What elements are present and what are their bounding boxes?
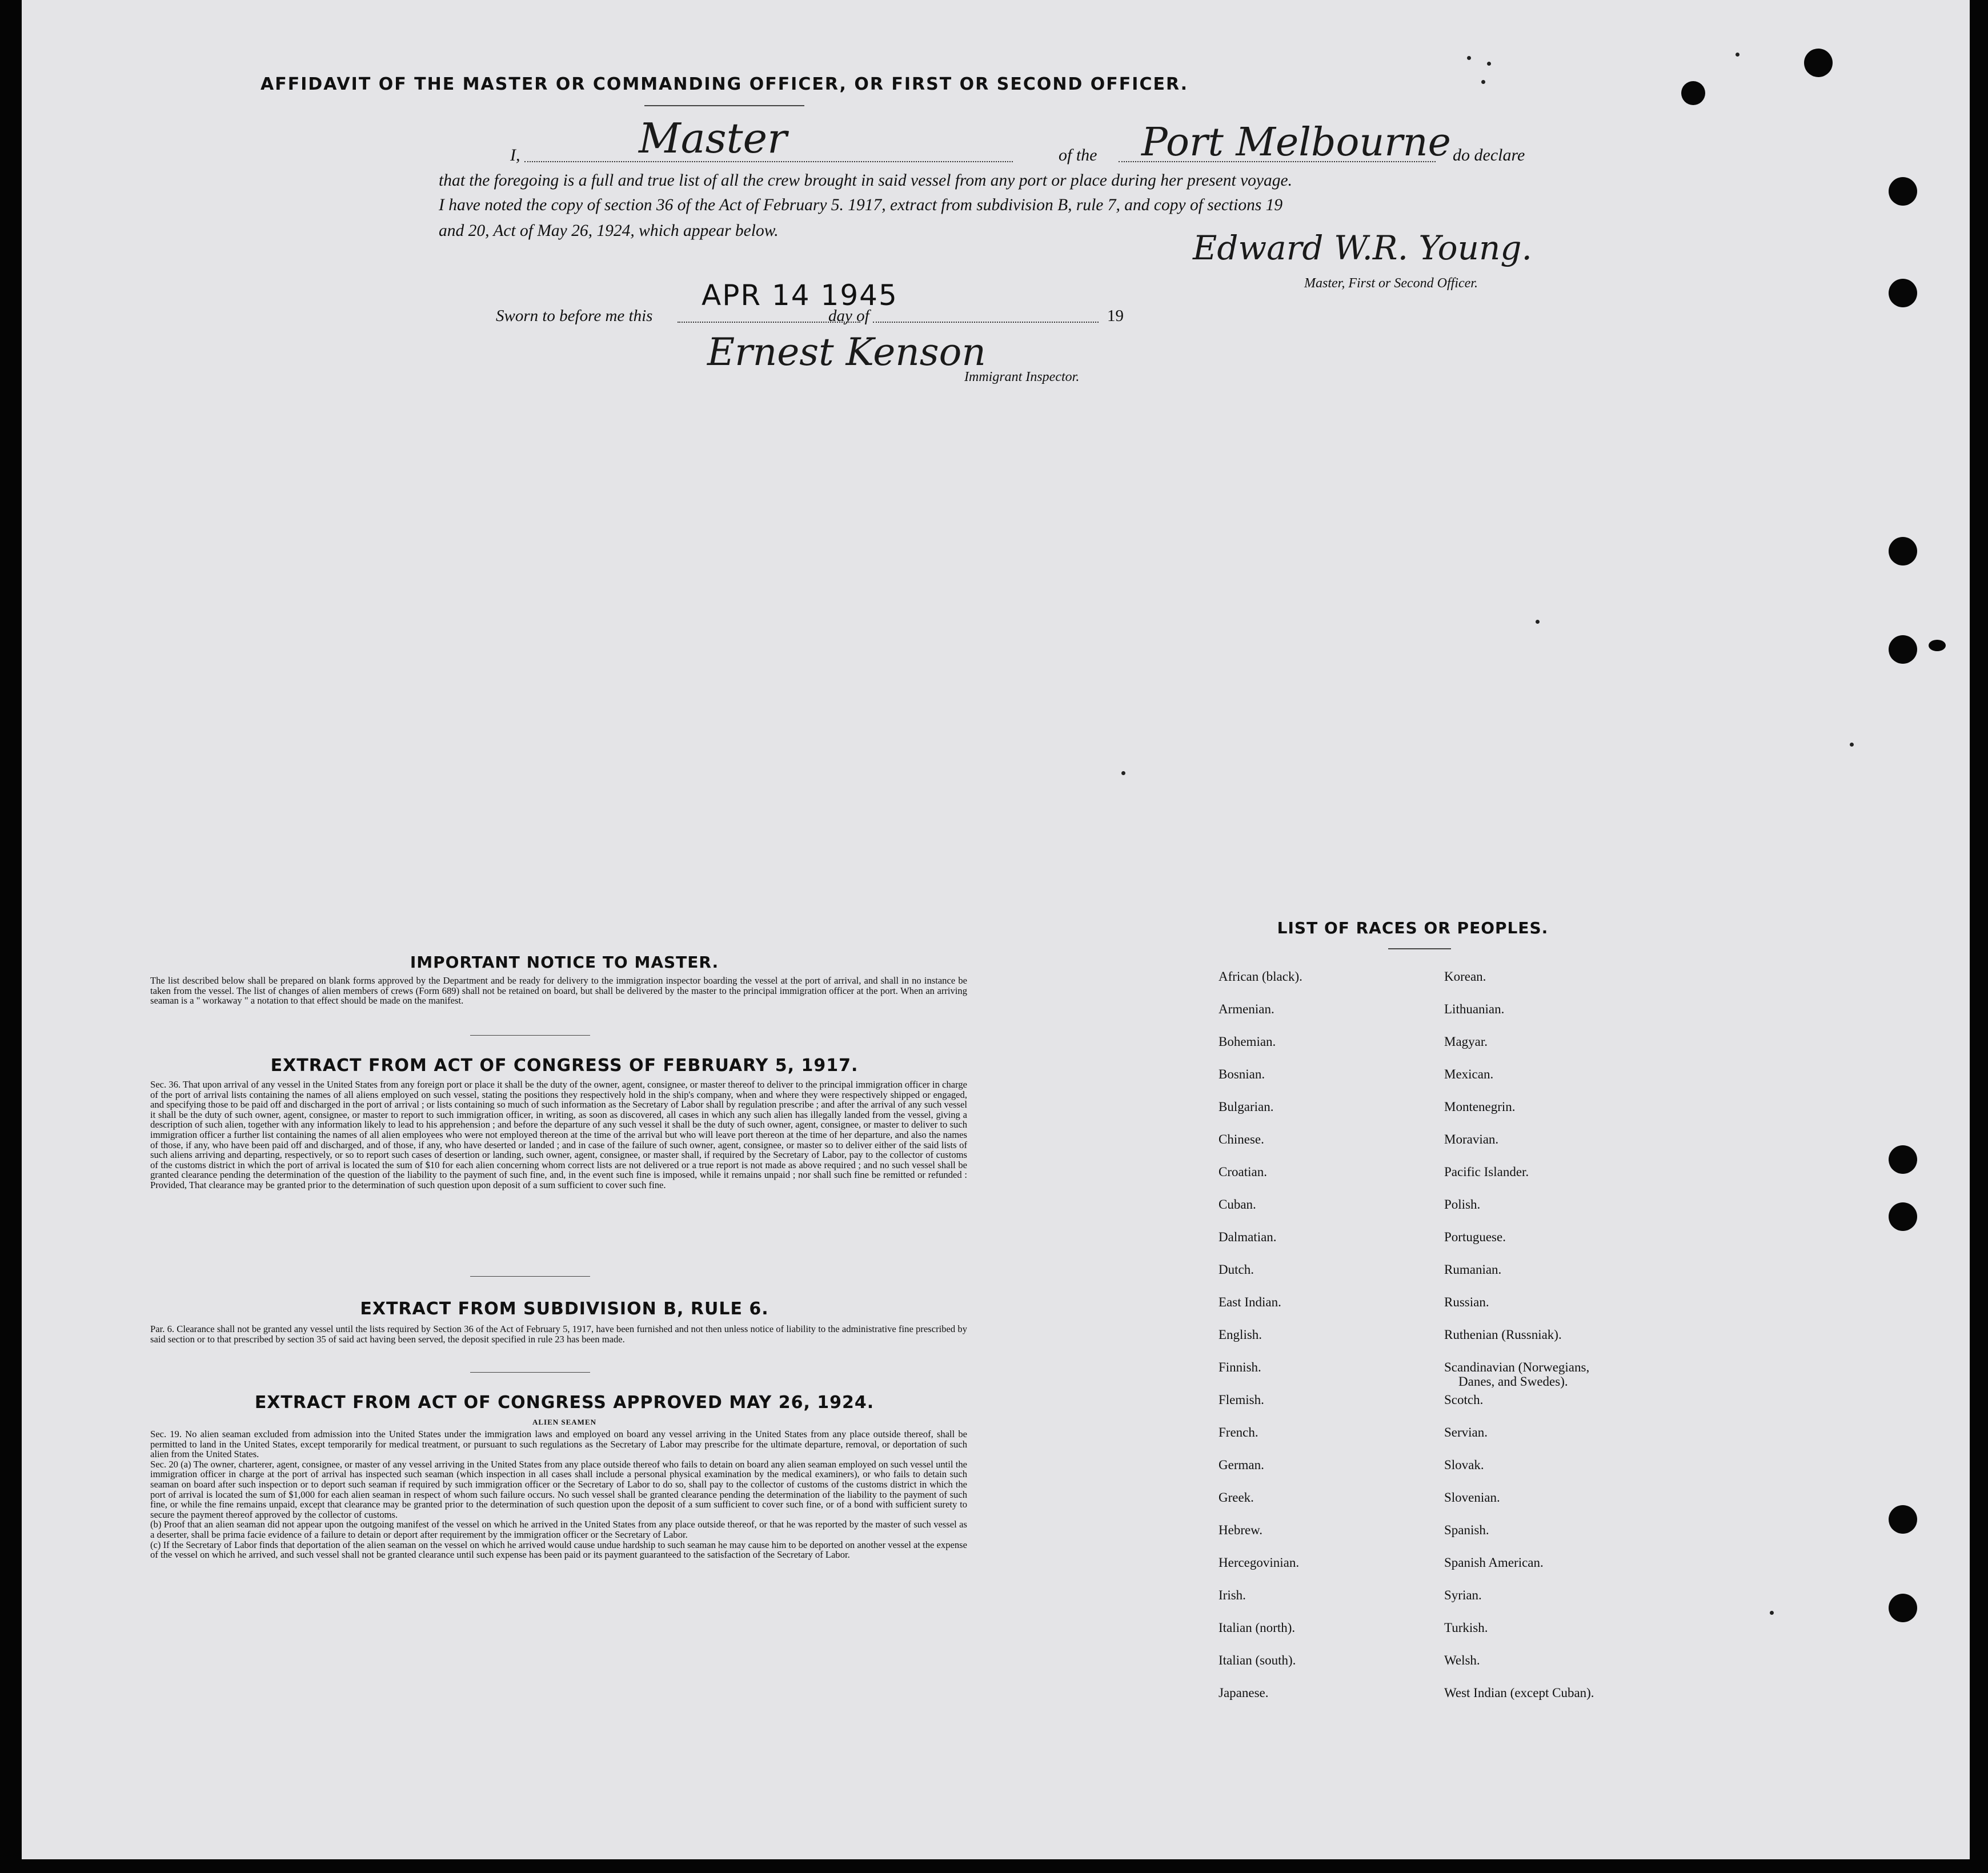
affidavit-post: do declare xyxy=(1453,146,1525,165)
sworn-mid: day of xyxy=(828,307,869,325)
punch-hole xyxy=(1889,537,1917,565)
race-item: Italian (north). xyxy=(1219,1621,1296,1635)
extract-1917-title: EXTRACT FROM ACT OF CONGRESS OF FEBRUARY 5, 1917. xyxy=(270,1056,859,1076)
document-page xyxy=(22,0,1970,1859)
race-item: Rumanian. xyxy=(1444,1262,1502,1277)
alien-seamen-subhead: ALIEN SEAMEN xyxy=(532,1418,597,1426)
extract-rule6-text xyxy=(150,1324,967,1344)
speck xyxy=(1487,62,1491,66)
punch-hole xyxy=(1804,49,1833,77)
race-item: English. xyxy=(1219,1327,1262,1342)
extract-1917-text xyxy=(150,1080,967,1190)
race-item: Mexican. xyxy=(1444,1067,1494,1081)
race-item: Portuguese. xyxy=(1444,1230,1506,1244)
punch-hole xyxy=(1681,81,1705,105)
race-item-multiline xyxy=(1444,1360,1594,1393)
punch-hole xyxy=(1929,640,1946,651)
section-rule xyxy=(470,1372,590,1373)
race-item: Russian. xyxy=(1444,1295,1489,1309)
race-item: Welsh. xyxy=(1444,1653,1480,1667)
punch-hole xyxy=(1889,1145,1917,1174)
race-item: Cuban. xyxy=(1219,1197,1256,1212)
race-item: Dutch. xyxy=(1219,1262,1254,1277)
speck xyxy=(1481,80,1485,84)
race-item: Montenegrin. xyxy=(1444,1100,1516,1114)
speck xyxy=(1121,771,1125,775)
punch-hole xyxy=(1889,279,1917,307)
races-title: LIST OF RACES OR PEOPLES. xyxy=(1277,919,1549,937)
race-item: Irish. xyxy=(1219,1588,1246,1602)
race-item: Polish. xyxy=(1444,1197,1481,1212)
race-item: Turkish. xyxy=(1444,1621,1488,1635)
race-item: Greek. xyxy=(1219,1490,1254,1505)
races-right-column xyxy=(1444,969,1594,1718)
title-rule xyxy=(644,105,804,106)
punch-hole xyxy=(1889,635,1917,664)
race-item: Spanish. xyxy=(1444,1523,1489,1537)
race-item-continuation: Danes, and Swedes). xyxy=(1458,1374,1568,1389)
master-signature: Edward W.R. Young. xyxy=(1193,228,1532,267)
race-item: Slovak. xyxy=(1444,1458,1484,1472)
race-item: East Indian. xyxy=(1219,1295,1281,1309)
race-item: Hebrew. xyxy=(1219,1523,1263,1537)
extract-1924-title: EXTRACT FROM ACT OF CONGRESS APPROVED MAY 26, 1924. xyxy=(254,1393,875,1413)
race-item: West Indian (except Cuban). xyxy=(1444,1686,1594,1700)
race-item: Bohemian. xyxy=(1219,1034,1276,1049)
notice-paragraph: The list described below shall be prepared on blank forms approved by the Department and be ready for delivery to the immigration inspector boarding the vessel at the port of arrival, and shall in no instance be taken from the vessel. The list of changes of alien members of crews (Form 689) shall not be retained on board, but shall be delivered by the master to the principal immigration officer at the port. When an arriving seaman is a " workaway " a notation to that effect should be made on the manifest. xyxy=(150,975,967,1006)
race-item: Servian. xyxy=(1444,1425,1488,1439)
race-item: Croatian. xyxy=(1219,1165,1267,1179)
affidavit-pre: I, xyxy=(510,146,520,165)
extract-1917-paragraph: Sec. 36. That upon arrival of any vessel in the United States from any foreign port or place it shall be the duty of the owner, agent, consignee, or master thereof to deliver to the principal immigration officer in charge of the port of arrival lists containing the names of all aliens employed on such vessel, stating the positions they respectively hold in the ship's company, when and where they were respectively shipped or engaged, and specifying those to be paid off and discharged in the port of arrival ; or lists containing so much of such information as the Secretary of Labor shall by regulation prescribe ; and after the arrival of any such vessel it shall be the duty of such owner, agent, consignee, or master to report to such immigration officer, in writing, as soon as discovered, all cases in which any such alien has illegally landed from the vessel, giving a description of such alien, together with any information likely to lead to his apprehension ; and before the departure of any such vessel it shall be the duty of such owner, agent, consignee, or master to deliver to such immigration officer a further list containing the names of all alien employees who were not employed thereon at the time of the arrival but who will leave port thereon at the time of her departure, and also the names of those, if any, who have been paid off and discharged, and of those, if any, who have deserted or landed ; and in case of the failure of such owner, agent, consignee, or master so to deliver either of the said lists of such aliens arriving and departing, respectively, or so to report such cases of desertion or landing, such owner, agent, consignee, or master shall, if required by the Secretary of Labor, pay to the collector of customs of the customs district in which the port of arrival is located the sum of $10 for each alien concerning whom correct lists are not delivered or a true report is not made as above required ; and no such vessel shall be granted clearance pending the determination of the question of the liability to the payment of such fine, and, in the event such fine is imposed, while it remains unpaid ; nor shall such fine be remitted or refunded : Provided, That clearance may be granted prior to the determination of such question upon deposit of a sum sufficient to cover such fine. xyxy=(150,1079,967,1190)
race-item: French. xyxy=(1219,1425,1258,1439)
race-item: Pacific Islander. xyxy=(1444,1165,1529,1179)
date-stamp: APR 14 1945 xyxy=(702,279,898,312)
notice-text xyxy=(150,976,967,1006)
handwritten-capacity: Master xyxy=(639,114,787,162)
race-item: Dalmatian. xyxy=(1219,1230,1277,1244)
race-item: Chinese. xyxy=(1219,1132,1264,1146)
race-item: Ruthenian (Russniak). xyxy=(1444,1327,1562,1342)
race-item: German. xyxy=(1219,1458,1264,1472)
race-item: Hercegovinian. xyxy=(1219,1555,1300,1570)
punch-hole xyxy=(1889,177,1917,206)
race-item: Bulgarian. xyxy=(1219,1100,1274,1114)
notice-title: IMPORTANT NOTICE TO MASTER. xyxy=(410,953,719,972)
sec20a-paragraph: Sec. 20 (a) The owner, charterer, agent, consignee, or master of any vessel arriving in the United States from any place outside thereof who fails to detain on board any alien seaman employed on such vessel until the immigration officer in charge at the port of arrival has inspected such seaman (which inspection in all cases shall include a personal physical examination by the medical examiners), or who fails to detain such seaman on board after such inspection or to deport such seaman if required by such immigration officer or the Secretary of Labor to do so, shall pay to the collector of customs of the customs district in which the port of arrival is located the sum of $1,000 for each alien seaman in respect of whom such failure occurs. No such vessel shall be granted clearance pending the determination of the liability to the payment of such fine, or while the fine remains unpaid, except that clearance may be granted prior to the determination of such question upon the deposit of a sum sufficient to cover such fine, or of a bond with sufficient surety to secure the payment thereof approved by the collector of customs. xyxy=(150,1458,967,1520)
speck xyxy=(1770,1611,1774,1615)
sworn-month-dotline xyxy=(873,322,1099,323)
punch-hole xyxy=(1889,1594,1917,1622)
extract-rule6-title: EXTRACT FROM SUBDIVISION B, RULE 6. xyxy=(360,1299,769,1319)
punch-hole xyxy=(1889,1505,1917,1534)
race-item: Slovenian. xyxy=(1444,1490,1500,1505)
race-item: Magyar. xyxy=(1444,1034,1488,1049)
race-item: African (black). xyxy=(1219,969,1302,984)
speck xyxy=(1850,743,1854,747)
affidavit-line4: and 20, Act of May 26, 1924, which appear below. xyxy=(439,222,779,240)
race-item: Lithuanian. xyxy=(1444,1002,1505,1016)
speck xyxy=(1736,53,1739,57)
sec20c-paragraph: (c) If the Secretary of Labor finds that deportation of the alien seaman on the vessel on which he arrived would cause undue hardship to such seaman he may cause him to be deported on another vessel at the expense of the vessel on which he arrived, and such vessel shall not be granted clearance until such expense has been paid or its payment guaranteed to the satisfaction of the Secretary of Labor. xyxy=(150,1539,967,1561)
race-item: Finnish. xyxy=(1219,1360,1261,1374)
race-item: Spanish American. xyxy=(1444,1555,1544,1570)
races-left-column xyxy=(1219,969,1302,1718)
affidavit-line2: that the foregoing is a full and true list of all the crew brought in said vessel from any port or place during her present voyage. xyxy=(439,171,1292,190)
inspector-signature: Ernest Kenson xyxy=(707,330,986,374)
speck xyxy=(1467,56,1471,60)
section-rule xyxy=(470,1035,590,1036)
race-item: Scotch. xyxy=(1444,1393,1484,1407)
race-item: Bosnian. xyxy=(1219,1067,1265,1081)
race-item: Moravian. xyxy=(1444,1132,1499,1146)
speck xyxy=(1536,620,1540,624)
race-item: Scandinavian (Norwegians, xyxy=(1444,1360,1590,1374)
inspector-caption: Immigrant Inspector. xyxy=(964,370,1080,384)
signature-caption: Master, First or Second Officer. xyxy=(1304,276,1478,291)
extract-1924-text xyxy=(150,1429,967,1560)
sworn-pre: Sworn to before me this xyxy=(496,307,653,325)
section-rule xyxy=(470,1276,590,1277)
race-item: Syrian. xyxy=(1444,1588,1482,1602)
punch-hole xyxy=(1889,1202,1917,1231)
race-item: Armenian. xyxy=(1219,1002,1274,1016)
race-item: Korean. xyxy=(1444,969,1486,984)
race-item: Japanese. xyxy=(1219,1686,1269,1700)
races-title-rule xyxy=(1388,948,1451,949)
race-item: Italian (south). xyxy=(1219,1653,1296,1667)
affidavit-line3: I have noted the copy of section 36 of the Act of February 5. 1917, extract from subdivision B, rule 7, and copy of sections 19 xyxy=(439,196,1283,214)
sworn-year: 19 xyxy=(1107,307,1124,325)
affidavit-mid: of the xyxy=(1059,146,1097,165)
race-item: Flemish. xyxy=(1219,1393,1264,1407)
handwritten-vessel: Port Melbourne xyxy=(1141,120,1451,165)
affidavit-title: AFFIDAVIT OF THE MASTER OR COMMANDING OFFICER, OR FIRST OR SECOND OFFICER. xyxy=(260,74,1189,94)
sec20b-paragraph: (b) Proof that an alien seaman did not appear upon the outgoing manifest of the vessel on which he arrived in the United States from any place outside thereof, or that he was reported by the master of such vessel as a deserter, shall be prima facie evidence of a failure to detain or deport after requirement by the immigration officer or the Secretary of Labor. xyxy=(150,1519,967,1540)
sec19-paragraph: Sec. 19. No alien seaman excluded from admission into the United States under the immigration laws and employed on board any vessel arriving in the United States from any place outside thereof, shall be permitted to land in the United States, except temporarily for medical treatment, or pursuant to such regulations as the Secretary of Labor may prescribe for the ultimate departure, removal, or deportation of such alien from the United States. xyxy=(150,1429,967,1460)
extract-rule6-paragraph: Par. 6. Clearance shall not be granted any vessel until the lists required by Section 36 of the Act of February 5, 1917, have been furnished and not then unless notice of liability to the administrative fine prescribed by said section or to that prescribed by section 35 of said act having been served, the deposit specified in rule 23 has been made. xyxy=(150,1323,967,1345)
